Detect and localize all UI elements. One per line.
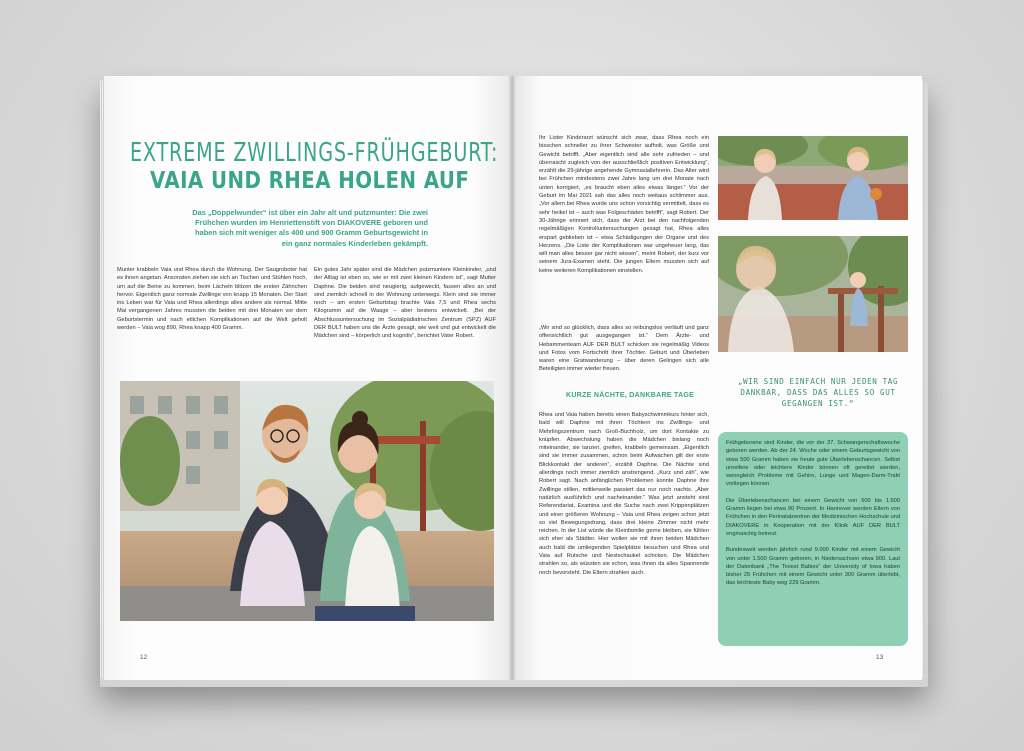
body-column-1: Munter krabbeln Vaia und Rhea durch die Wohnung. Der Saugroboter hat es ihnen angetan. Ansonsten ziehen sie sich an Tischen und Stühlen hoch, um auf die Beine zu kommen, beim Lächeln blitzen die ersten Zähnchen hervor. Eigentlich ganz normale Zwillinge von knapp 15 Monaten. Der Start ins Leben war für Vaia und Rhea allerdings alles andere als normal. Mitte Mai vergangenen Jahres mussten die beiden mit drei Monaten vor dem Geburtstermin und nach etlichen Komplikationen auf die Welt geholt werden – Vaia wog 890, Rhea knapp 400 Gramm. [117, 267, 307, 332]
twin-closeup-photo [718, 236, 908, 352]
page-number-left: 12 [140, 654, 148, 661]
body-column-3a: Ihr Lister Kinderarzt wünscht sich zwar, dass Rhea noch ein bisschen schneller zu ihrer Schwester aufholt, was Größe und Gewicht betrifft. „Aber eigentlich sind alle sehr zufrieden – und überrascht zugleich von der ausschließlich positiven Entwicklung“, erzählt die 29-jährige angehende Gymnasiallehrerin. Das Alter wird bei Frühchen mindestens zwei Jahre lang um drei Monate nach unten korrigiert, „es braucht eben alles etwas länger.“ Vor der Geburt im Mai 2021 sah das alles noch weitaus schlimmer aus. „Vor allem bei Rhea wurde uns schon vorsichtig vermittelt, dass es sehr heikel ist – auch was Folgeschäden betrifft“, sagt Robert. Der 30-Jährige erinnert sich, dass der Arzt bei den nachfolgenden regelmäßigen Kontrolluntersuchungen gesagt hat, Rhea alles erspart geblieben ist – etwa Schädigungen der Organe und des Herzens. „Die Liste der Komplikationen war ungeheuer lang, das will man alles besser gar nicht wissen“, meint Robert, der kurz vor seinem Jura-Examen steht. Die jungen Eltern mussten sich auf keine weiteren Komplikationen einstellen. [539, 135, 709, 274]
headline-line-1: EXTREME ZWILLINGS-FRÜHGEBURT: [130, 138, 499, 168]
pull-quote: „WIR SIND EINFACH NUR JEDEN TAG DANKBAR, DASS DAS ALLES SO GUT GEGANGEN IST.“ [737, 377, 899, 408]
body-column-3c: Rhea und Vaia haben bereits einen Babyschwimmkurs hinter sich, bald will Daphne mit ihren Töchtern ins Zwillings- und Mehrlingszentrum nach Groß-Buchholz, um dort Kontakte zu knüpfen. Abwechslung haben die Mädchen bislang noch miteinander, sie tanzen, greifen, krabbeln gemeinsam. „Eigentlich sind sie immer zusammen, schon beim Aufwachen gilt der erste Blickkontakt der anderen“, erzählt Daphne. Die Nächte sind allerdings noch immer ziemlich anstrengend. „Kurz und zäh“, wie Robert sagt. Nach anfänglichen Problemen konnte Daphne ihre Zwillinge stillen, mittlerweile passiert das nur noch nachts. „Aber natürlich ausführlich und nacheinander.“ Was jetzt ansteht sind Referendariat, Examina und die Suche nach zwei Krippenplätzen und einer größeren Wohnung – Vaia und Rhea zeigen schon jetzt so viel Bewegungsdrang, dass drei kleine Zimmer nicht mehr reichen. In der List würde die Kleinfamilie gerne bleiben, sie fühlen sich eher als Städter. Hier wollen sie mit ihren beiden Mädchen auch bald die umliegenden Spielplätze besuchen und Rhea und Vaia auf Rutsche und Nestschaukel schicken. Die Mädchen strahlen so, als wüssten sie schon, was ihnen da alles Spannende noch bevorsteht. Die Eltern strahlen auch. [539, 412, 709, 576]
info-box [718, 432, 908, 646]
magazine-spine [508, 76, 516, 680]
body-column-3b: „Wir sind so glücklich, dass alles so reibungslos verläuft und ganz offensichtlich gut ausgegangen ist.“ Dem Ärzte- und Hebammenteam AUF DER BULT schicken sie regelmäßig Videos und Fotos vom Fortschritt ihrer Töchter. Geburt und Überleben waren eine Gratwanderung – über deren Gelingen sich alle Beteiligten immer wieder freuen. [539, 325, 709, 373]
subheading: KURZE NÄCHTE, DANKBARE TAGE [566, 392, 695, 399]
info-box-paragraph-3: Bundesweit werden jährlich rund 9.000 Kinder mit einem Gewicht von unter 1.500 Gramm geboren, in Niedersachsen etwa 900. Laut der Datenbank „The Tiniest Babies“ der University of Iowa haben bisher 25 Frühchen mit einem Gewicht unter 300 Gramm überlebt, das leichteste Baby wog 229 Gramm. [726, 547, 900, 587]
info-box-paragraph-1: Frühgeborene sind Kinder, die vor der 37. Schwangerschaftswoche geboren werden. Ab der 24. Woche oder einem Geburtsgewicht von etwa 500 Gramm haben sie heute gute Überlebenschancen. Selbst unreifere oder leichtere Kinder können oft gerettet werden, wenngleich Probleme mit Gehirn, Lunge und Magen-Darm-Trakt vorliegen können. [726, 440, 900, 488]
family-photo [120, 381, 494, 621]
twins-playground-photo [718, 136, 908, 220]
headline-line-2: VAIA UND RHEA HOLEN AUF [150, 168, 470, 194]
info-box-paragraph-2: Die Überlebenschancen bei einem Gewicht von 500 bis 1.500 Gramm liegen bei etwa 90 Prozent. In Hannover werden Eltern von Frühchen in den Perinatalzentren der Medizinischen Hochschule und DIAKOVERE in Kooperation mit der Klinik AUF DER BULT engmaschig betreut. [726, 497, 900, 537]
page-number-right: 13 [876, 654, 884, 661]
article-lead: Das „Doppelwunder“ ist über ein Jahr alt und putzmunter: Die zwei Frühchen wurden im Henriettenstift von DIAKOVERE geboren und haben sich mit weniger als 400 und 900 Gramm Geburtsgewicht in ein ganz normales Kinderleben gekämpft. [192, 208, 428, 248]
body-column-2: Ein gutes Jahr später sind die Mädchen putzmuntere Kleinkinder, „und der Alltag ist eben so, wie er mit zwei kleinen Kindern ist“, sagt Mutter Daphne. Die beiden sind neugierig, aufgeweckt, fassen alles an und sind ziemlich schnell in der Wohnung unterwegs. Klein sind sie immer noch – am ersten Geburtstag brachte Vaia 7,5 und Rhea sechs Kilogramm auf die Waage – aber bestens entwickelt. „Bei der Abschlussuntersuchung im Sozialpädiatrischen Zentrum (SPZ) AUF DER BULT haben uns die Ärzte gesagt, wie weit und gut entwickelt die Mädchen sind – körperlich und kognitiv“, berichtet Vater Robert. [314, 267, 496, 340]
